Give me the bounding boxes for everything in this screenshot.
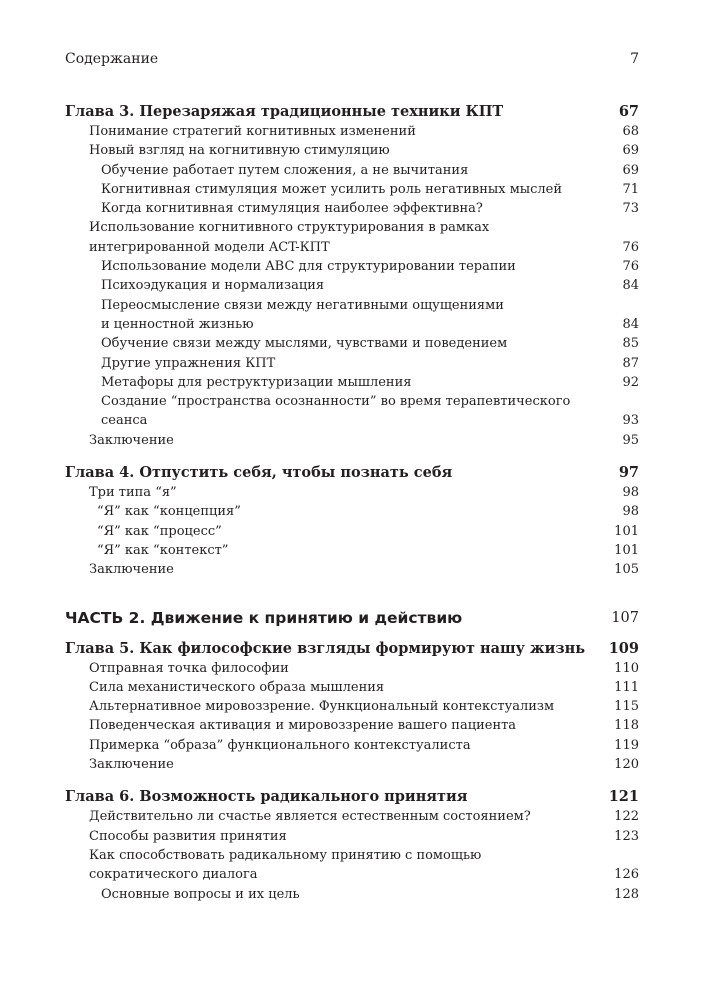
toc-entry-title: Психоэдукация и нормализация	[101, 278, 325, 294]
toc-entry-row	[65, 334, 639, 353]
toc-entry-row	[65, 180, 639, 199]
toc-entry-row	[65, 315, 639, 334]
toc-entry-page: 118	[614, 718, 639, 734]
toc-entry-row	[65, 885, 639, 904]
toc-entry-page: 93	[622, 413, 639, 429]
toc-entry-title: Когнитивная стимуляция может усилить роль негативных мыслей	[101, 181, 563, 197]
toc-entry-title: Понимание стратегий когнитивных изменений	[89, 124, 416, 139]
toc-entry-title: Использование когнитивного структурирования в рамках	[89, 220, 490, 236]
toc-entry-title: интегрированной модели ACT-КПТ	[89, 239, 330, 255]
toc-entry-row	[65, 218, 639, 237]
toc-entry-row	[65, 697, 639, 716]
toc-entry-page: 87	[622, 355, 639, 371]
toc-entry-title: Как способствовать радикальному принятию с помощью	[89, 847, 482, 863]
toc-entry-page: 84	[622, 278, 639, 294]
toc-entry-row	[65, 678, 639, 697]
toc-entry-page: 98	[622, 485, 639, 501]
toc-entry-title: Отправная точка философии	[89, 660, 289, 676]
toc-entry-title: Основные вопросы и их цель	[101, 886, 300, 902]
toc-entry-title: “Я” как “процесс”	[97, 523, 222, 539]
toc-entry-title: “Я” как “концепция”	[97, 504, 241, 520]
toc-entry-row	[65, 755, 639, 774]
toc-entry-page: 105	[614, 562, 639, 578]
toc-entry-title: Заключение	[89, 432, 174, 448]
toc-entry-page: 76	[622, 239, 639, 255]
toc-entry-row	[65, 541, 639, 560]
toc-entry-row	[65, 736, 639, 755]
toc-entry-title: Три типа “я”	[89, 485, 177, 501]
toc-entry-row	[65, 296, 639, 315]
toc-entry-page: 110	[614, 660, 639, 676]
running-header	[65, 51, 639, 67]
toc-entry-title: Глава 6. Возможность радикального принятия	[65, 788, 468, 806]
table-of-contents	[65, 102, 639, 904]
toc-entry-row	[65, 560, 639, 579]
toc-entry-page: 111	[614, 679, 639, 695]
toc-entry-page: 97	[618, 464, 639, 482]
toc-entry-title: Использование модели ABC для структурировании терапии	[101, 259, 516, 275]
toc-entry-page: 123	[614, 828, 639, 844]
toc-entry-page: 115	[614, 699, 639, 715]
toc-entry-page: 120	[614, 757, 639, 773]
toc-entry-title: Поведенческая активация и мировоззрение вашего пациента	[89, 718, 517, 734]
toc-entry-page: 73	[622, 201, 639, 217]
toc-entry-title: и ценностной жизнью	[101, 316, 254, 332]
toc-entry-title: Обучение связи между мыслями, чувствами и поведением	[101, 336, 508, 352]
toc-entry-title: Глава 3. Перезаряжая традиционные техники КПТ	[65, 103, 504, 120]
toc-entry-row	[65, 141, 639, 160]
toc-entry-row	[65, 483, 639, 502]
toc-entry-row	[65, 392, 639, 431]
toc-chapter-row	[65, 787, 639, 807]
toc-entry-page: 76	[622, 259, 639, 275]
toc-entry-title: Сила механистического образа мышления	[89, 679, 385, 695]
toc-entry-page: 68	[622, 124, 639, 139]
toc-entry-title: Альтернативное мировоззрение. Функциональный контекстуализм	[89, 699, 555, 715]
toc-entry-page: 84	[622, 316, 639, 332]
toc-entry-title: сократического диалога	[89, 867, 258, 883]
toc-entry-page: 69	[622, 143, 639, 159]
running-header-title: Содержание	[65, 51, 159, 67]
toc-entry-row	[65, 827, 639, 846]
toc-entry-row	[65, 257, 639, 276]
toc-entry-page: 126	[614, 867, 639, 883]
toc-entry-page: 69	[622, 162, 639, 178]
toc-entry-page: 67	[618, 103, 639, 120]
toc-entry-row	[65, 431, 639, 450]
toc-entry-title: Обучение работает путем сложения, а не вычитания	[101, 162, 469, 178]
toc-entry-row	[65, 238, 639, 257]
toc-entry-title: Глава 5. Как философские взгляды формируют нашу жизнь	[65, 639, 586, 657]
toc-entry-title: Заключение	[89, 757, 174, 773]
toc-entry-page: 119	[614, 737, 639, 753]
toc-entry-title: Способы развития принятия	[89, 828, 287, 844]
toc-chapter-row	[65, 463, 639, 483]
toc-entry-row	[65, 807, 639, 826]
toc-entry-row	[65, 199, 639, 218]
toc-entry-title: Когда когнитивная стимуляция наиболее эффективна?	[101, 201, 483, 217]
toc-entry-row	[65, 659, 639, 678]
toc-entry-title: Переосмысление связи между негативными ощущениями	[101, 297, 504, 313]
toc-entry-row	[65, 354, 639, 373]
toc-entry-page: 122	[614, 809, 639, 825]
toc-entry-row	[65, 716, 639, 735]
toc-entry-page: 109	[608, 639, 639, 657]
toc-entry-title: “Я” как “контекст”	[97, 542, 229, 558]
toc-entry-page: 98	[622, 504, 639, 520]
toc-entry-title: Создание “пространства осознанности” во время терапевтического сеанса	[101, 394, 571, 429]
toc-entry-title: Другие упражнения КПТ	[101, 355, 276, 371]
toc-entry-page: 107	[611, 609, 639, 626]
toc-entry-row	[65, 373, 639, 392]
toc-entry-title: ЧАСТЬ 2. Движение к принятию и действию	[65, 608, 463, 627]
toc-entry-row	[65, 502, 639, 521]
toc-entry-row	[65, 846, 639, 865]
toc-entry-row	[65, 276, 639, 295]
toc-entry-row	[65, 122, 639, 141]
toc-entry-title: Действительно ли счастье является естественным состоянием?	[89, 809, 531, 825]
toc-entry-page: 128	[614, 886, 639, 902]
toc-chapter-row	[65, 102, 639, 122]
toc-entry-page: 101	[614, 523, 639, 539]
toc-chapter-row	[65, 639, 639, 659]
toc-entry-title: Глава 4. Отпустить себя, чтобы познать себя	[65, 464, 453, 482]
toc-entry-page: 92	[622, 374, 639, 390]
toc-entry-page: 95	[622, 432, 639, 448]
toc-entry-title: Примерка “образа” функционального контекстуалиста	[89, 737, 471, 753]
toc-part-row	[65, 607, 639, 629]
toc-entry-title: Заключение	[89, 562, 174, 578]
toc-entry-row	[65, 865, 639, 884]
toc-entry-page: 121	[608, 788, 639, 806]
page-number: 7	[630, 51, 639, 67]
toc-entry-page: 101	[614, 542, 639, 558]
toc-entry-row	[65, 522, 639, 541]
toc-entry-row	[65, 161, 639, 180]
toc-entry-page: 85	[622, 336, 639, 352]
toc-entry-title: Новый взгляд на когнитивную стимуляцию	[89, 143, 390, 159]
toc-entry-title: Метафоры для реструктуризации мышления	[101, 374, 412, 390]
toc-entry-page: 71	[622, 181, 639, 197]
